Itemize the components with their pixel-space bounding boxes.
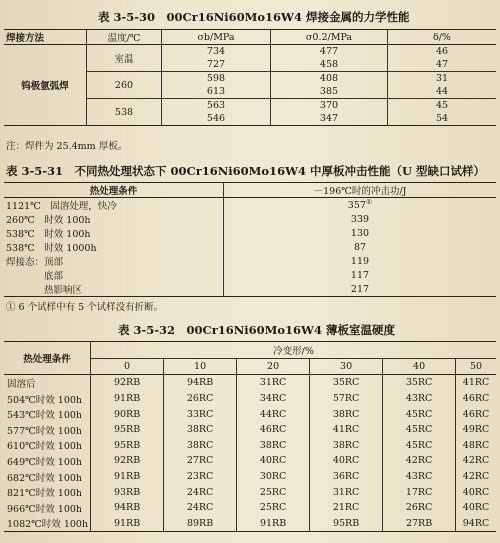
t3-cell: 91RB [237,516,310,532]
t3-cell: 40RC [456,484,496,500]
t2-value: 357① [224,198,497,213]
t1-temp: 260 [87,72,162,99]
t3-cell: 90RB [91,406,164,422]
t1-cell: 31 [388,72,497,86]
t1-method: 钨极氩弧焊 [21,81,69,92]
t3-cell: 91RB [91,391,164,407]
t1-cell: 613 [162,85,271,99]
t3-col-header: 30 [310,358,383,375]
t3-col-header: 20 [237,358,310,375]
t1-cell: 47 [388,58,497,72]
t1-cell: 458 [271,58,388,72]
table-row [4,438,496,454]
t2-value: 130 [224,226,497,240]
t3-condition: 649℃时效 100h [7,456,83,468]
t3-cell: 21RC [310,500,383,516]
t3-cell: 92RB [91,453,164,469]
table1-caption: 表 3-5-30 00Cr16Ni60Mo16W4 焊接金属的力学性能 [98,10,410,24]
t3-cell: 42RC [456,469,496,485]
t3-header-deformation: 冷变形/% [91,342,496,359]
t1-header-tensile: σb/MPa [162,30,271,45]
t2-condition: 538℃ 时效 100h [6,229,91,240]
t3-cell: 92RB [91,375,164,391]
t3-cell: 36RC [310,469,383,485]
t2-value: 117 [224,268,497,282]
table3 [4,341,496,532]
t3-col-header: 10 [164,358,237,375]
t3-cell: 46RC [456,406,496,422]
t3-cell: 30RC [237,469,310,485]
t3-cell: 48RC [456,438,496,454]
t3-col-header: 50 [456,358,496,375]
t2-value: 119 [224,254,497,268]
table1-note: 注：焊件为 25.4mm 厚板。 [6,141,128,152]
t3-header-condition: 热处理条件 [4,342,91,375]
t1-cell: 727 [162,58,271,72]
t3-cell: 45RC [383,422,456,438]
t1-cell: 385 [271,85,388,99]
t3-cell: 95RB [310,516,383,532]
t1-cell: 44 [388,85,497,99]
t3-col-header: 40 [383,358,456,375]
t3-cell: 49RC [456,422,496,438]
t3-condition: 固溶后 [7,378,36,390]
t2-value: 217 [224,282,497,297]
t3-cell: 95RB [91,422,164,438]
t3-condition: 821℃时效 100h [7,488,83,500]
t2-header-impact: －196℃时的冲击功/J [224,183,497,198]
table2 [4,182,496,297]
t3-cell: 91RB [91,516,164,532]
t3-cell: 46RC [237,422,310,438]
t3-condition: 577℃时效 100h [7,425,83,437]
t3-cell: 94RC [456,516,496,532]
t3-condition: 610℃时效 100h [7,441,83,453]
table-row [4,516,496,532]
t3-condition: 1082℃时效 100h [7,519,89,531]
t2-condition: 底部 [6,271,64,282]
t2-header-condition: 热处理条件 [89,186,138,197]
t2-value: 87 [224,240,497,254]
t1-cell: 45 [388,99,497,113]
t3-cell: 27RB [383,516,456,532]
t1-header-method: 焊接方法 [6,33,45,44]
t1-header-elongation: δ/% [388,30,497,45]
t3-cell: 89RB [164,516,237,532]
t3-cell: 40RC [237,453,310,469]
t3-cell: 93RB [91,484,164,500]
t3-cell: 38RC [310,438,383,454]
t3-cell: 41RC [456,375,496,391]
t3-cell: 44RC [237,406,310,422]
t3-cell: 40RC [456,500,496,516]
table-row [4,375,496,391]
t1-cell: 408 [271,72,388,86]
t1-header-yield: σ0.2/MPa [271,30,388,45]
t1-cell: 598 [162,72,271,86]
table1 [4,29,496,126]
t1-cell: 734 [162,45,271,59]
t3-cell: 34RC [237,391,310,407]
t3-cell: 26RC [164,391,237,407]
t3-cell: 43RC [383,469,456,485]
t3-cell: 43RC [383,391,456,407]
t3-cell: 40RC [310,453,383,469]
t3-cell: 41RC [310,422,383,438]
t2-condition: 1121℃ 固溶处理，快冷 [6,201,117,212]
t3-condition: 504℃时效 100h [7,394,83,406]
t3-condition: 682℃时效 100h [7,472,83,484]
t3-cell: 23RC [164,469,237,485]
t3-body [4,375,496,532]
t2-value: 339 [224,212,497,226]
t1-temp: 室温 [87,45,162,72]
t2-condition: 260℃ 时效 100h [6,215,91,226]
t2-condition: 538℃ 时效 1000h [6,243,97,254]
t3-cell: 38RC [310,406,383,422]
t3-cell: 35RC [310,375,383,391]
t3-cell: 42RC [456,453,496,469]
table-row [4,469,496,485]
t3-cell: 94RB [164,375,237,391]
t3-cell: 45RC [383,406,456,422]
t3-cell: 42RC [383,453,456,469]
t2-condition: 热影响区 [6,285,83,296]
t3-cell: 25RC [237,500,310,516]
t1-cell: 46 [388,45,497,59]
t1-cell: 370 [271,99,388,113]
t1-cell: 477 [271,45,388,59]
t3-cell: 46RC [456,391,496,407]
t3-cell: 27RC [164,453,237,469]
t3-cell: 26RC [383,500,456,516]
t1-cell: 563 [162,99,271,113]
table-row [4,422,496,438]
table-row [4,391,496,407]
table-row [4,500,496,516]
t3-condition: 966℃时效 100h [7,503,83,515]
table-row [4,406,496,422]
t2-condition: 焊接态：顶部 [6,257,64,268]
t3-cell: 31RC [310,484,383,500]
t1-temp: 538 [87,99,162,126]
t3-cell: 38RC [164,438,237,454]
footnote-mark: ① [365,198,373,207]
t3-cell: 95RB [91,438,164,454]
t3-cell: 31RC [237,375,310,391]
t3-cell: 94RB [91,500,164,516]
t3-cell: 35RC [383,375,456,391]
table2-note: ① 6 个试样中有 5 个试样没有折断。 [6,302,164,313]
t3-col-header: 0 [91,358,164,375]
t3-cell: 45RC [383,438,456,454]
t3-cell: 25RC [237,484,310,500]
t3-cell: 24RC [164,484,237,500]
table-row [4,453,496,469]
t1-header-temp: 温度/℃ [87,30,162,45]
table3-caption: 表 3-5-32 00Cr16Ni60Mo16W4 薄板室温硬度 [118,323,395,337]
t3-cell: 57RC [310,391,383,407]
table-row [4,484,496,500]
t3-cell: 17RC [383,484,456,500]
t3-cell: 91RB [91,469,164,485]
table2-caption: 表 3-5-31 不同热处理状态下 00Cr16Ni60Mo16W4 中厚板冲击性能（U 型缺口试样） [6,164,486,178]
t3-cell: 33RC [164,406,237,422]
t3-condition: 543℃时效 100h [7,410,83,422]
t3-cell: 24RC [164,500,237,516]
t1-cell: 54 [388,112,497,126]
t3-cell: 38RC [164,422,237,438]
t3-cell: 38RC [237,438,310,454]
t1-cell: 347 [271,112,388,126]
t1-cell: 546 [162,112,271,126]
